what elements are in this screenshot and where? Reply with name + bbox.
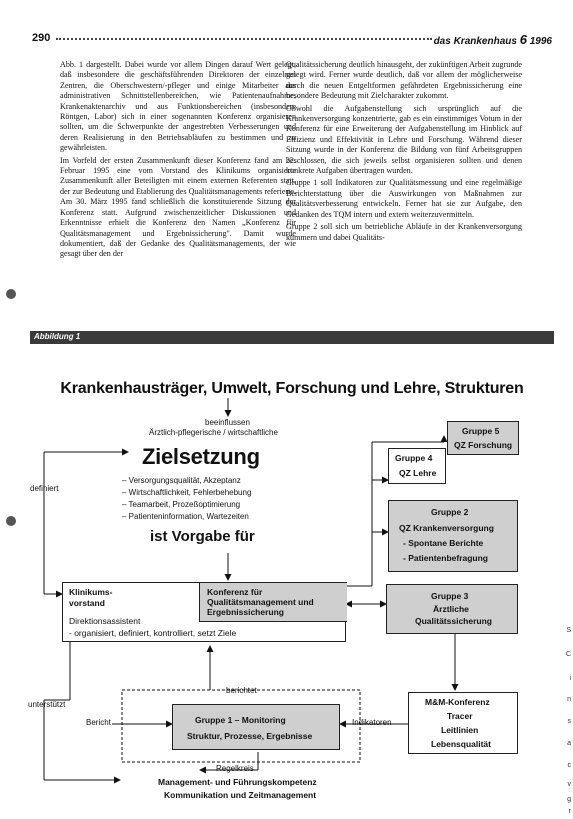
indikatoren-label: Indikatoren	[352, 718, 392, 727]
bottom-line-2: Kommunikation und Zeitmanagement	[164, 790, 317, 800]
unterstuetzt-label: unterstützt	[28, 700, 66, 709]
vorstand-line-1: Klinikums-	[69, 587, 113, 597]
direktion-line-1: Direktionsassistent	[69, 616, 141, 626]
group-3-line-2: Ärztliche	[433, 604, 469, 614]
margin-mark: C	[565, 651, 571, 658]
definiert-label: definiert	[30, 484, 59, 493]
margin-mark: v	[567, 781, 571, 788]
berichtet-label: berichtet	[226, 686, 257, 695]
right-paragraph-1: Qualitätssicherung deutlich hinausgeht, der zukünftigen Arbeit zugrunde gelegt wird. Ferner wurde deutlich, daß vor allem der möglicherweise durch die neuen Entgeltformen gefährdeten Ergebnissicherung eine besondere Bedeutung mit Zielcharakter zukommt.	[286, 60, 522, 101]
bottom-line-1: Management- und Führungskompetenz	[158, 777, 317, 787]
group-5-title: Gruppe 5	[462, 426, 500, 436]
group-2-item-1: - Spontane Berichte	[403, 538, 484, 548]
influence-subtitle: Ärztlich-pflegerische / wirtschaftliche	[149, 428, 278, 437]
mm-lebensqualitaet: Lebensqualität	[431, 739, 491, 749]
conference-line-1: Konferenz für	[207, 587, 263, 597]
group-2-box	[388, 500, 518, 572]
conference-line-2: Qualitätsmanagement und	[207, 597, 314, 607]
right-paragraph-2: Obwohl die Aufgabenstellung sich ursprünglich auf die Krankenversorgung konzentrierte, gab es ein einstimmiges Votum in der Konferenz für eine Erweiterung der Aufgabenstellung im Hinblick auf Effizienz und Effektivität in Lehre und Forschung. Während dieser Sitzung wurde in der Konferenz die Bildung von fünf Arbeitsgruppen beschlossen, die sich jeweils selbst organisieren sollten und denen konkrete Aufgaben übertragen wurden.	[286, 103, 522, 176]
group-5-subtitle: QZ Forschung	[454, 440, 513, 450]
page-number: 290	[32, 32, 51, 44]
group-3-box	[386, 584, 518, 634]
margin-mark: s	[567, 718, 571, 725]
right-paragraph-4: Gruppe 2 soll sich um betriebliche Abläufe in der Krankenversorgung kümmern und dabei Qualitäts-	[286, 222, 522, 242]
group-1-title: Gruppe 1 – Monitoring	[195, 715, 286, 725]
ziel-item-1: – Versorgungsqualität, Akzeptanz	[122, 476, 241, 485]
ziel-item-4: – Patienteninformation, Wartezeiten	[122, 512, 249, 521]
group-1-box	[172, 704, 340, 750]
left-paragraph-2: Im Vorfeld der ersten Zusammenkunft dieser Konferenz fand am 22. Februar 1995 eine vom Vorstand des Klinikums organisierte Zusammenkunft aller Beteiligten mit einem externen Referenten statt, der zur Bedeutung und Etablierung des Qualitätsmanagements referierte. Am 30. März 1995 fand schließlich die konstituierende Sitzung der Konferenz statt. Aufgrund zwischenzeitlicher Diskussionen und Erkenntnisse erhielt die Konferenz den Namen „Konferenz für Qualitätsmanagement und Ergebnissicherung". Damit wurde dokumentiert, daß der Gedanke des Qualitätsmanagements, der wie gesagt über den der	[60, 155, 296, 259]
left-paragraph-1: Abb. 1 dargestellt. Dabei wurde vor allem Dingen darauf Wert gelegt, daß insbesondere die geschäftsführenden Direktoren der einzelnen Zentren, die Oberschwestern/-pfleger und einige Mitarbeiter aus administrativen Schnittstellenbereichen, wie Patientenaufnahme, Krankenaktenarchiv und aus Funktionsbereichen (insbesondere Röntgen, Labor) sich in einer sogenannten Konferenz organisieren sollten, um die Schwerpunkte der angestrebten Verbesserungen und deren Realisierung in den Betriebsabläufen zu bestimmen und zu gewährleisten.	[60, 60, 296, 153]
figure-title: Krankenhausträger, Umwelt, Forschung und Lehre, Strukturen	[60, 380, 524, 397]
ziel-item-2: – Wirtschaftlichkeit, Fehlerbehebung	[122, 488, 252, 497]
mm-title: M&M-Konferenz	[425, 697, 490, 707]
margin-mark: g	[567, 796, 571, 803]
margin-mark: c	[567, 762, 571, 769]
group-4-box	[388, 448, 446, 484]
margin-mark: n	[567, 696, 571, 703]
influence-label: beeinflussen	[205, 418, 250, 427]
figure-label: Abbildung 1	[34, 332, 81, 341]
group-3-title: Gruppe 3	[431, 591, 469, 601]
group-2-subtitle: QZ Krankenversorgung	[399, 523, 494, 533]
margin-mark: S	[566, 627, 571, 634]
journal-title: das Krankenhaus	[433, 36, 517, 47]
regelkreis-label: Regelkreis	[216, 764, 254, 773]
bericht-label: Bericht	[86, 718, 111, 727]
margin-mark: i	[569, 675, 571, 682]
vorstand-conference-block	[62, 582, 346, 642]
mm-leitlinien: Leitlinien	[441, 725, 479, 735]
group-2-title: Gruppe 2	[431, 507, 469, 517]
group-3-line-3: Qualitätssicherung	[415, 616, 492, 626]
group-5-box	[447, 421, 519, 455]
margin-mark: r	[568, 808, 571, 815]
ziel-item-3: – Teamarbeit, Prozeßoptimierung	[122, 500, 241, 509]
right-paragraph-3: Gruppe 1 soll Indikatoren zur Qualitätsmessung und eine regelmäßige Berichterstattung über die Auswirkungen von Maßnahmen zur Qualitätsverbesserung entwickeln. Ferner hat sie zur Aufgabe, den Gedanken des TQM intern und extern weiterzuvermitteln.	[286, 178, 522, 219]
group-1-subtitle: Struktur, Prozesse, Ergebnisse	[187, 731, 313, 741]
group-4-title: Gruppe 4	[395, 453, 433, 463]
mm-conference-box	[408, 692, 518, 754]
direktion-line-2: - organisiert, definiert, kontrolliert, setzt Ziele	[69, 628, 237, 638]
journal-year: 1996	[529, 36, 552, 47]
zielsetzung-heading: Zielsetzung	[142, 444, 260, 469]
group-4-subtitle: QZ Lehre	[399, 468, 437, 478]
conference-line-3: Ergebnissicherung	[207, 607, 284, 617]
journal-issue: 6	[519, 32, 527, 47]
ist-vorgabe-label: ist Vorgabe für	[150, 528, 255, 545]
mm-tracer: Tracer	[447, 711, 473, 721]
vorstand-line-2: vorstand	[69, 598, 105, 608]
margin-mark: a	[567, 740, 571, 747]
group-2-item-2: - Patientenbefragung	[403, 553, 489, 563]
